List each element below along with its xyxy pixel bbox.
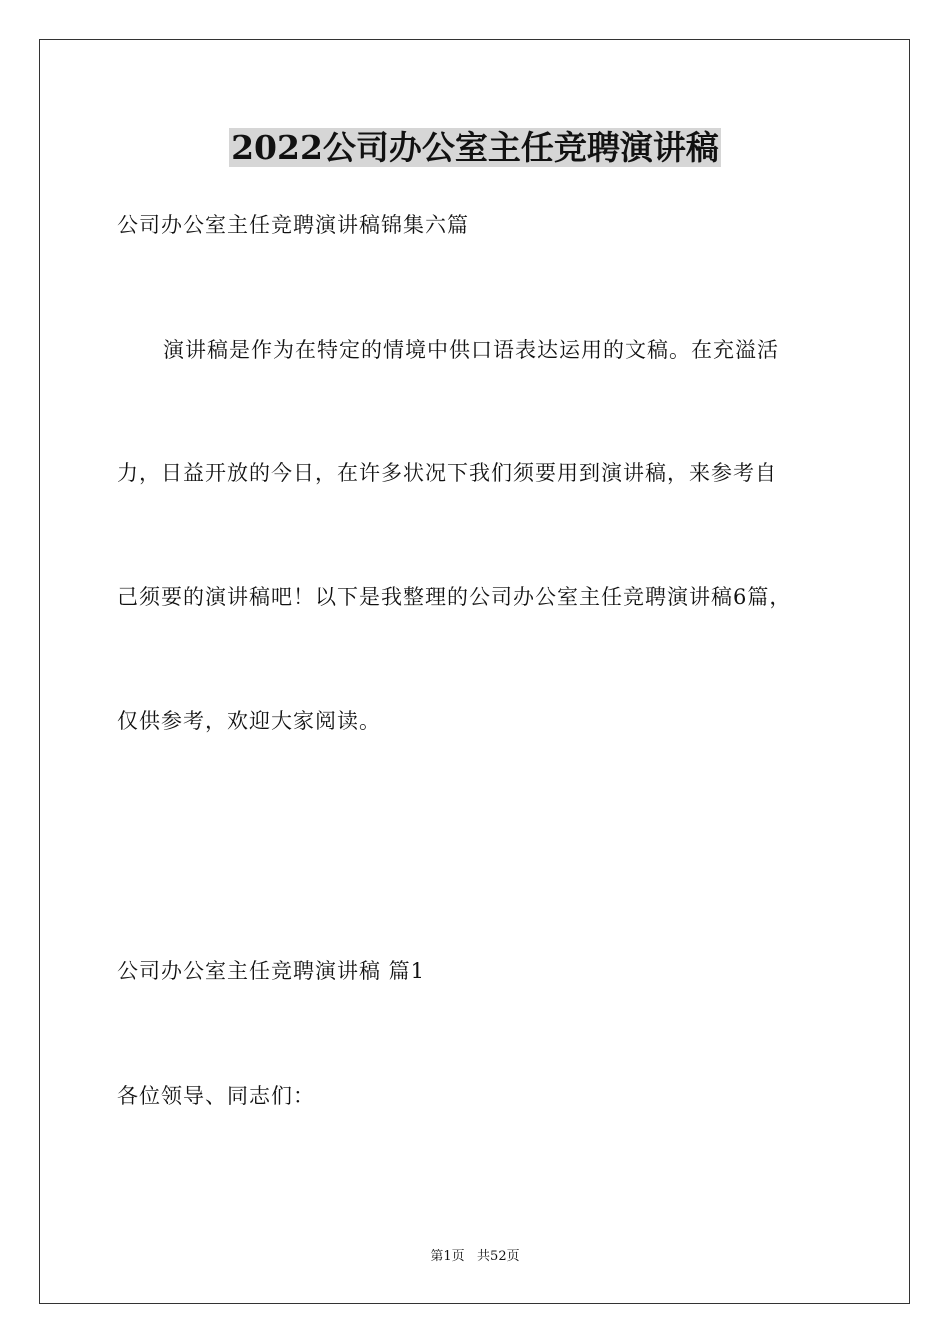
greeting: 各位领导、同志们： xyxy=(117,1084,315,1108)
document-title-text: 2022公司办公室主任竞聘演讲稿 xyxy=(231,128,719,167)
intro-line: 仅供参考，欢迎大家阅读。 xyxy=(117,709,381,733)
intro-line: 演讲稿是作为在特定的情境中供口语表达运用的文稿。在充溢活 xyxy=(163,338,779,362)
intro-line: 力，日益开放的今日，在许多状况下我们须要用到演讲稿，来参考自 xyxy=(117,461,777,485)
document-title xyxy=(0,126,950,170)
section-heading: 公司办公室主任竞聘演讲稿 篇1 xyxy=(117,959,426,983)
document-subtitle: 公司办公室主任竞聘演讲稿锦集六篇 xyxy=(117,213,469,237)
page-number: 第1页 共52页 xyxy=(430,1249,520,1264)
intro-line: 己须要的演讲稿吧！以下是我整理的公司办公室主任竞聘演讲稿6篇， xyxy=(117,585,792,609)
